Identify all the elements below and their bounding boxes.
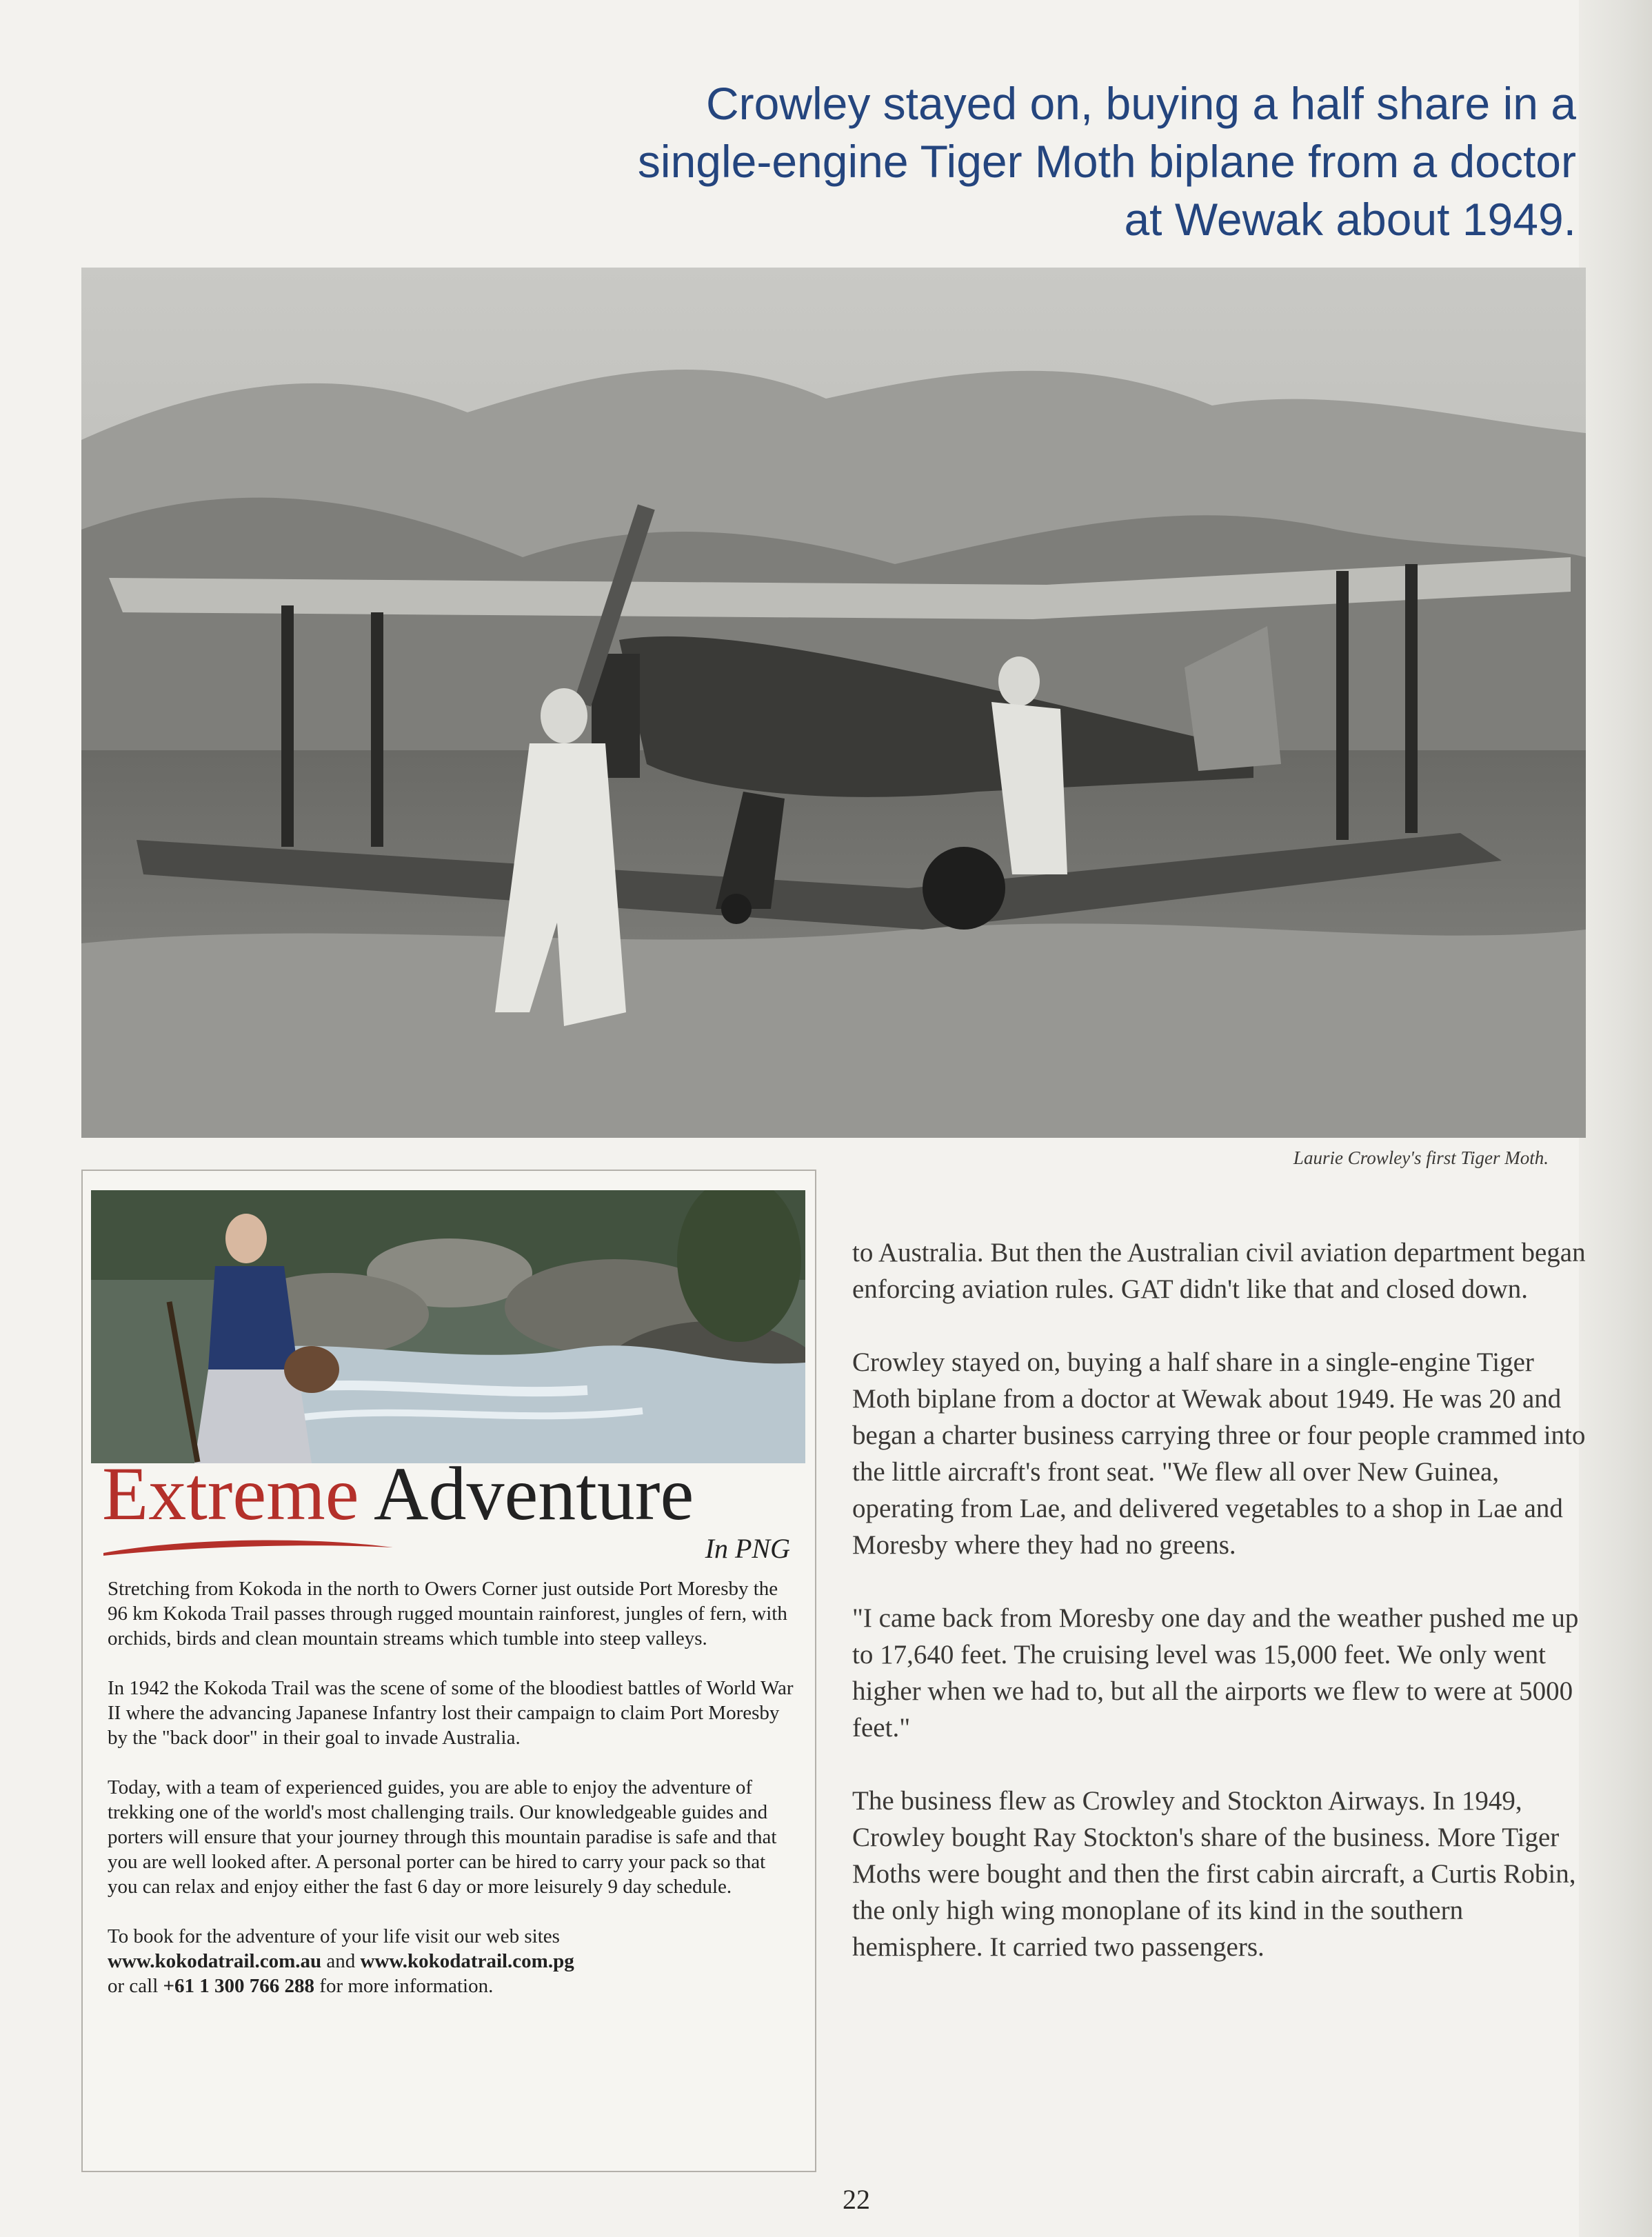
tiger-moth-photo — [81, 268, 1586, 1138]
pull-quote — [404, 74, 1576, 248]
tiger-moth-photo-image — [81, 268, 1586, 1138]
hiker-stream-image — [91, 1190, 805, 1463]
ad-headline-extreme: Extreme — [102, 1452, 359, 1536]
ad-paragraph-3: Today, with a team of experienced guides, you are able to enjoy the adventure of trekking one of the world's most challenging trails. Our knowledgeable guides and porters will ensure that your journey through this mountain paradise is safe and that you are well looked after. A personal porter can be hired to carry your pack so that you can relax and enjoy either the fast 6 day or more leisurely 9 day schedule. — [108, 1776, 777, 1898]
ad-call-suffix: for more information. — [314, 1975, 494, 1997]
red-swoosh-decoration — [103, 1534, 393, 1558]
ad-subhead: In PNG — [705, 1533, 790, 1564]
ad-paragraph-1: Stretching from Kokoda in the north to Owers Corner just outside Port Moresby the 96 km Kokoda Trail passes through rugged mountain rainforest, jungles of fern, with orchids, birds and clean mountain streams which tumble into steep valleys. — [108, 1578, 787, 1649]
article-paragraph-2: Crowley stayed on, buying a half share in a single-engine Tiger Moth biplane from a doctor at Wewak about 1949. He was 20 and began a charter business carrying three or four people crammed into the little aircraft's front seat. "We flew all over New Guinea, operating from Lae, and delivered vegetables to a shop in Lae and Moresby where they had no greens. — [852, 1347, 1586, 1560]
photo-caption: Laurie Crowley's first Tiger Moth. — [1293, 1147, 1549, 1168]
pull-quote-line-1: Crowley stayed on, buying a half share in a — [705, 78, 1576, 129]
ad-website-pg[interactable]: www.kokodatrail.com.pg — [360, 1950, 574, 1972]
ad-booking-info — [108, 1924, 797, 1998]
ad-headline — [102, 1452, 805, 1535]
hiker-stream-photo — [91, 1190, 805, 1463]
ad-paragraph-2: In 1942 the Kokoda Trail was the scene of some of the bloodiest battles of World War II where the advancing Japanese Infantry lost their campaign to claim Port Moresby by the "back door" in their goal to invade Australia. — [108, 1677, 794, 1749]
ad-call-prefix: or call — [108, 1975, 163, 1997]
ad-website-au[interactable]: www.kokodatrail.com.au — [108, 1950, 322, 1972]
ad-booking-intro: To book for the adventure of your life visit our web sites — [108, 1925, 560, 1947]
kokoda-trail-advertisement — [81, 1170, 816, 2172]
pull-quote-line-2: single-engine Tiger Moth biplane from a doctor — [637, 136, 1576, 187]
ad-body — [108, 1576, 797, 2023]
ad-and: and — [321, 1950, 361, 1972]
article-paragraph-4: The business flew as Crowley and Stockton Airways. In 1949, Crowley bought Ray Stockton's share of the business. More Tiger Moths were bought and then the first cabin aircraft, a Curtis Robin, the only high wing monoplane of its kind in the southern hemisphere. It carried two passengers. — [852, 1786, 1576, 1962]
pull-quote-line-3: at Wewak about 1949. — [1124, 194, 1576, 245]
ad-phone-number: +61 1 300 766 288 — [163, 1975, 315, 1997]
page-number: 22 — [843, 2184, 870, 2215]
ad-headline-adventure: Adventure — [374, 1452, 694, 1536]
article-paragraph-1: to Australia. But then the Australian civil aviation department began enforcing aviation rules. GAT didn't like that and closed down. — [852, 1238, 1586, 1304]
article-paragraph-3: "I came back from Moresby one day and the weather pushed me up to 17,640 feet. The cruising level was 15,000 feet. We only went higher when we had to, but all the airports we flew to were at 5000 feet." — [852, 1603, 1579, 1743]
article-body — [852, 1234, 1590, 2002]
